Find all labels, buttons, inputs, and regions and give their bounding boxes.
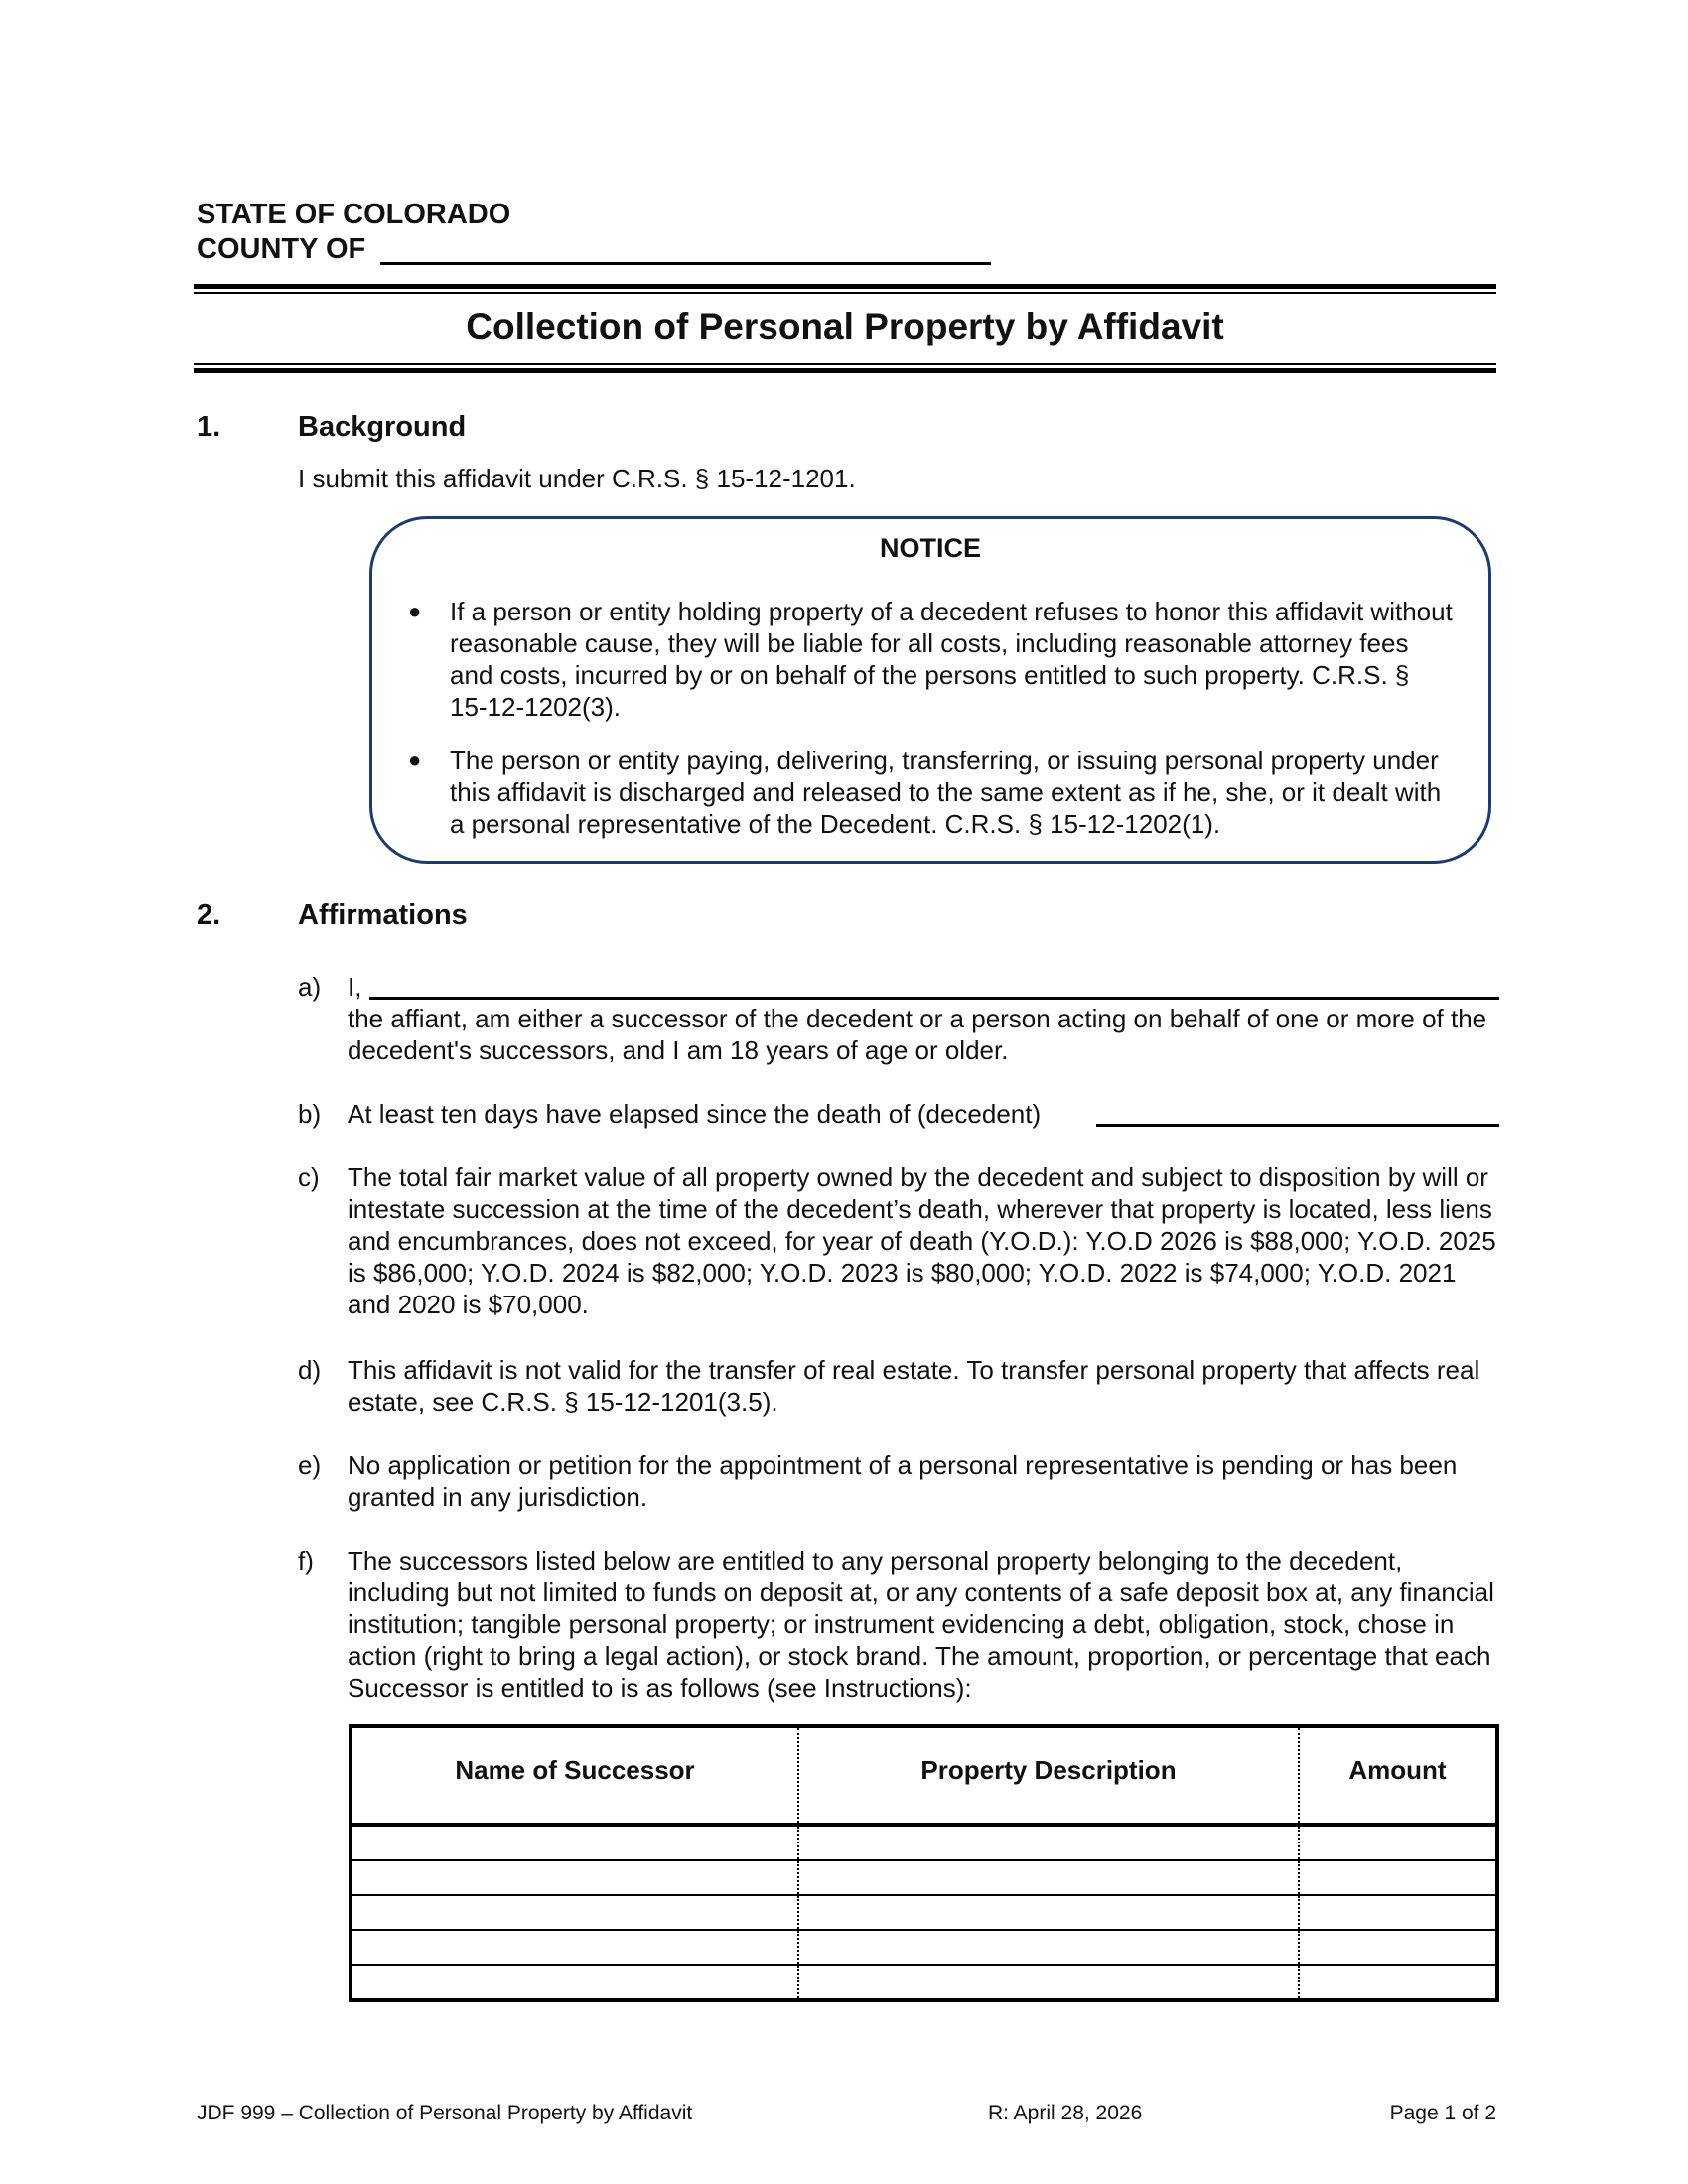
successor-name-cell[interactable] [351,1965,798,2000]
footer-revision-date: R: April 28, 2026 [988,2102,1143,2124]
page-title: Collection of Personal Property by Affidavit [466,306,1224,346]
item-e-text: No application or petition for the appointment of a personal representative is pending or has been granted in any jurisdiction. [348,1450,1458,1512]
col-amount: Amount [1299,1726,1497,1825]
title-rule-bottom-thin [194,363,1496,365]
property-description-cell[interactable] [798,1965,1299,2000]
item-f-text: The successors listed below are entitled to any personal property belonging to the decedent, including but not limited to funds on deposit at, or any contents of a safe deposit box at, any financial institution; tangible personal property; or instrument evidencing a debt, obligation, stock, chose in action (right to bring a legal action), or stock brand. The amount, proportion, or percentage that each Successor is entitled to is as follows (see Instructions): [348,1546,1494,1703]
table-row [351,1930,1497,1965]
notice-bullet-2: The person or entity paying, delivering, transferring, or issuing personal property under this affidavit is discharged and released to the same extent as if he, she, or it dealt with a personal representative of the Decedent. C.R.S. § 15-12-1202(1). [450,746,1442,839]
section-1-title: Background [298,411,467,443]
property-description-cell[interactable] [798,1825,1299,1860]
item-e-letter: e) [298,1450,322,1480]
col-property-description: Property Description [798,1726,1299,1825]
successor-name-cell[interactable] [351,1895,798,1930]
successor-table [349,1724,1499,2002]
footer-page-number: Page 1 of 2 [1389,2102,1496,2124]
table-row [351,1895,1497,1930]
table-row [351,1965,1497,2000]
item-f-letter: f) [298,1546,314,1575]
col-name-of-successor: Name of Successor [351,1726,798,1825]
section-2-title: Affirmations [298,899,468,931]
bullet-icon: ● [408,748,422,772]
item-a-prefix: I, [348,972,362,1002]
item-d-text: This affidavit is not valid for the transfer of real estate. To transfer personal property that affects real estate, see C.R.S. § 15-12-1201(3.5). [348,1355,1480,1417]
title-rule-top-thin [194,292,1496,294]
table-row [351,1825,1497,1860]
section-1-number: 1. [197,411,221,443]
property-description-cell[interactable] [798,1930,1299,1965]
title-rule-bottom-thick [194,368,1496,373]
successor-name-cell[interactable] [351,1860,798,1895]
item-b-letter: b) [298,1099,322,1129]
notice-title: NOTICE [879,533,981,563]
item-a-letter: a) [298,972,322,1002]
title-rule-top-thick [194,284,1496,289]
table-header-row [351,1726,1497,1825]
successor-name-cell[interactable] [351,1930,798,1965]
table-row [351,1860,1497,1895]
amount-cell[interactable] [1299,1825,1497,1860]
amount-cell[interactable] [1299,1930,1497,1965]
item-c-letter: c) [298,1162,320,1192]
property-description-cell[interactable] [798,1895,1299,1930]
item-b-text: At least ten days have elapsed since the death of (decedent) [348,1099,1042,1129]
county-input-line[interactable] [380,262,991,265]
affiant-name-line[interactable] [369,997,1499,1000]
amount-cell[interactable] [1299,1895,1497,1930]
successor-name-cell[interactable] [351,1825,798,1860]
state-heading: STATE OF COLORADO [197,199,511,230]
background-intro: I submit this affidavit under C.R.S. § 15-12-1201. [298,464,856,493]
item-d-letter: d) [298,1355,322,1385]
decedent-name-line[interactable] [1096,1124,1499,1127]
notice-bullet-1: If a person or entity holding property of a decedent refuses to honor this affidavit without reasonable cause, they will be liable for all costs, including reasonable attorney fees and costs, incurred by or on behalf of the persons entitled to such property. C.R.S. § 15-12-1202(3). [450,597,1453,722]
amount-cell[interactable] [1299,1860,1497,1895]
footer-form-name: JDF 999 – Collection of Personal Property by Affidavit [197,2102,693,2124]
notice-box [369,516,1491,864]
amount-cell[interactable] [1299,1965,1497,2000]
bullet-icon: ● [408,599,422,623]
property-description-cell[interactable] [798,1860,1299,1895]
county-label: COUNTY OF [197,233,366,265]
section-2-number: 2. [197,899,221,931]
item-c-text: The total fair market value of all property owned by the decedent and subject to disposition by will or intestate succession at the time of the decedent’s death, wherever that property is located, less liens and encumbrances, does not exceed, for year of death (Y.O.D.): Y.O.D 2026 is $88,000; Y.O.D. 2025 is $86,000; Y.O.D. 2024 is $82,000; Y.O.D. 2023 is $80,000; Y.O.D. 2022 is $74,000; Y.O.D. 2021 and 2020 is $70,000. [348,1162,1496,1319]
item-a-text: the affiant, am either a successor of the decedent or a person acting on behalf of one or more of the decedent's successors, and I am 18 years of age or older. [348,1004,1487,1065]
